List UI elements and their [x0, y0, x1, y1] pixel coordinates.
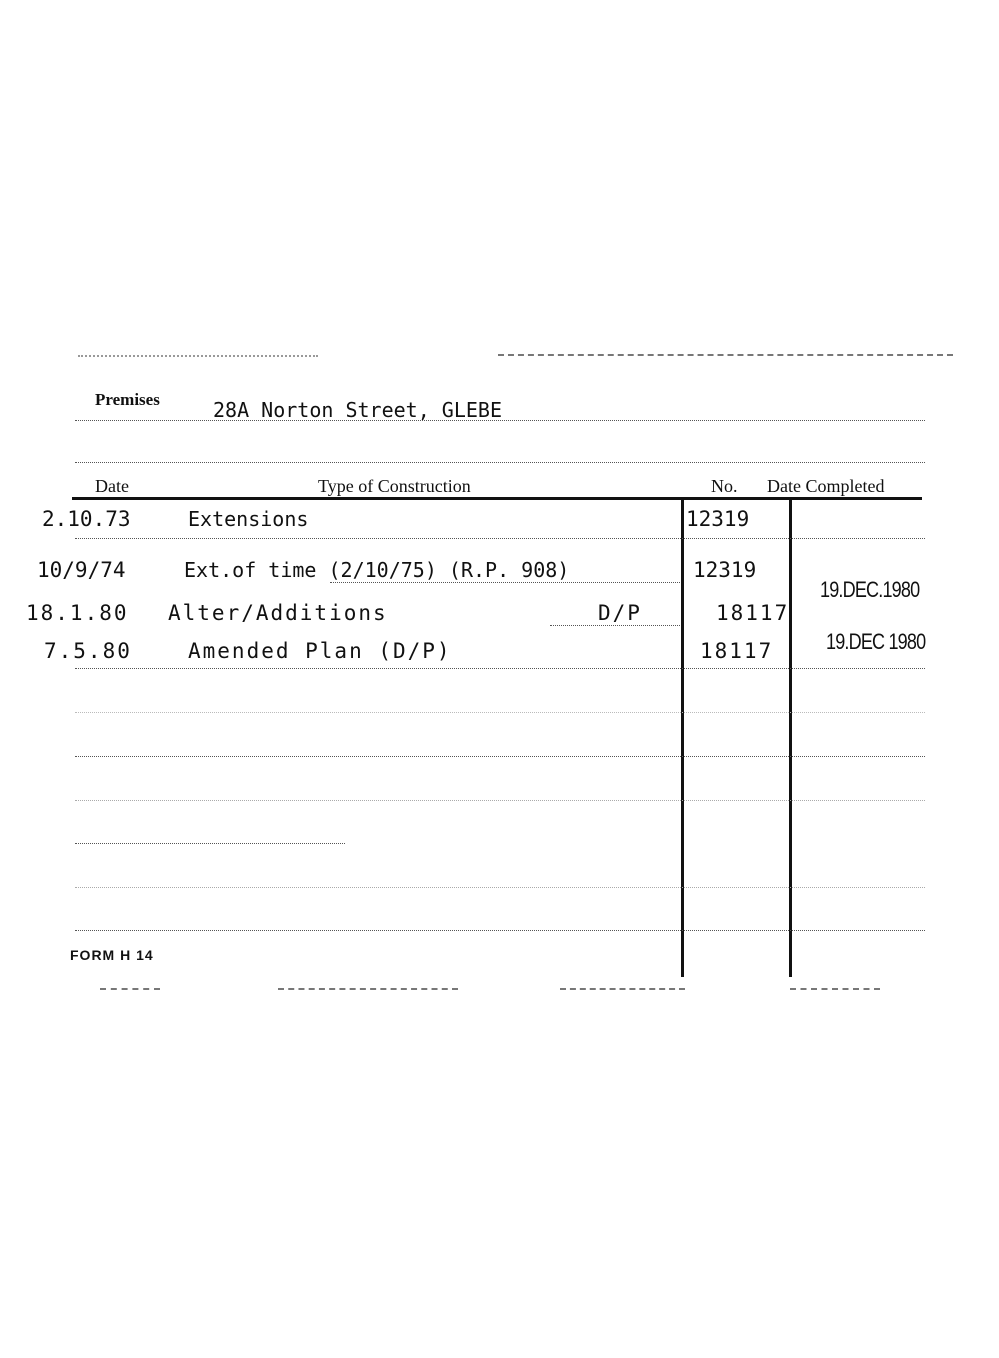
no-column-rule — [681, 497, 684, 977]
premises-value: 28A Norton Street, GLEBE — [213, 398, 502, 422]
empty-rule-6 — [75, 930, 925, 931]
row-2-type: Ext.of time (2/10/75) (R.P. 908) — [184, 558, 570, 582]
bottom-edge-dashes-1 — [100, 988, 160, 990]
row-2-rule — [330, 582, 680, 583]
completed-column-rule — [789, 497, 792, 977]
empty-rule-4 — [75, 843, 345, 844]
row-4-type: Amended Plan (D/P) — [188, 639, 452, 663]
row-4-no: 18117 — [700, 639, 774, 663]
bottom-edge-dashes-3 — [560, 988, 685, 990]
form-code: FORM H 14 — [70, 947, 154, 963]
header-completed: Date Completed — [767, 476, 885, 496]
header-type: Type of Construction — [318, 476, 471, 496]
row-3-rule — [550, 625, 680, 626]
row-1-type: Extensions — [188, 507, 309, 531]
row-3-suffix: D/P — [598, 601, 642, 625]
row-4-rule — [75, 668, 925, 669]
top-edge-dots — [78, 355, 318, 357]
bottom-edge-dashes-4 — [790, 988, 880, 990]
header-no: No. — [711, 476, 738, 496]
header-date: Date — [95, 476, 129, 496]
row-4-date: 7.5.80 — [44, 639, 132, 663]
empty-rule-5 — [75, 887, 925, 888]
header-rule — [72, 497, 922, 500]
premises-second-line — [75, 462, 925, 463]
row-1-rule — [75, 538, 925, 539]
bottom-edge-dashes-2 — [278, 988, 458, 990]
premises-underline — [75, 420, 925, 421]
row-1-no: 12319 — [686, 507, 750, 531]
empty-rule-3 — [75, 800, 925, 801]
row-4-completed-stamp: 19.DEC 1980 — [826, 629, 926, 654]
row-2-completed-stamp: 19.DEC.1980 — [820, 577, 920, 602]
premises-label: Premises — [95, 390, 160, 409]
row-2-no: 12319 — [693, 558, 757, 582]
row-3-type: Alter/Additions — [168, 601, 388, 625]
row-1-date: 2.10.73 — [42, 507, 131, 531]
empty-rule-1 — [75, 712, 925, 713]
row-3-no: 18117 — [716, 601, 790, 625]
row-3-date: 18.1.80 — [26, 601, 129, 625]
top-edge-dashes — [498, 354, 953, 356]
row-2-date: 10/9/74 — [37, 558, 126, 582]
empty-rule-2 — [75, 756, 925, 757]
